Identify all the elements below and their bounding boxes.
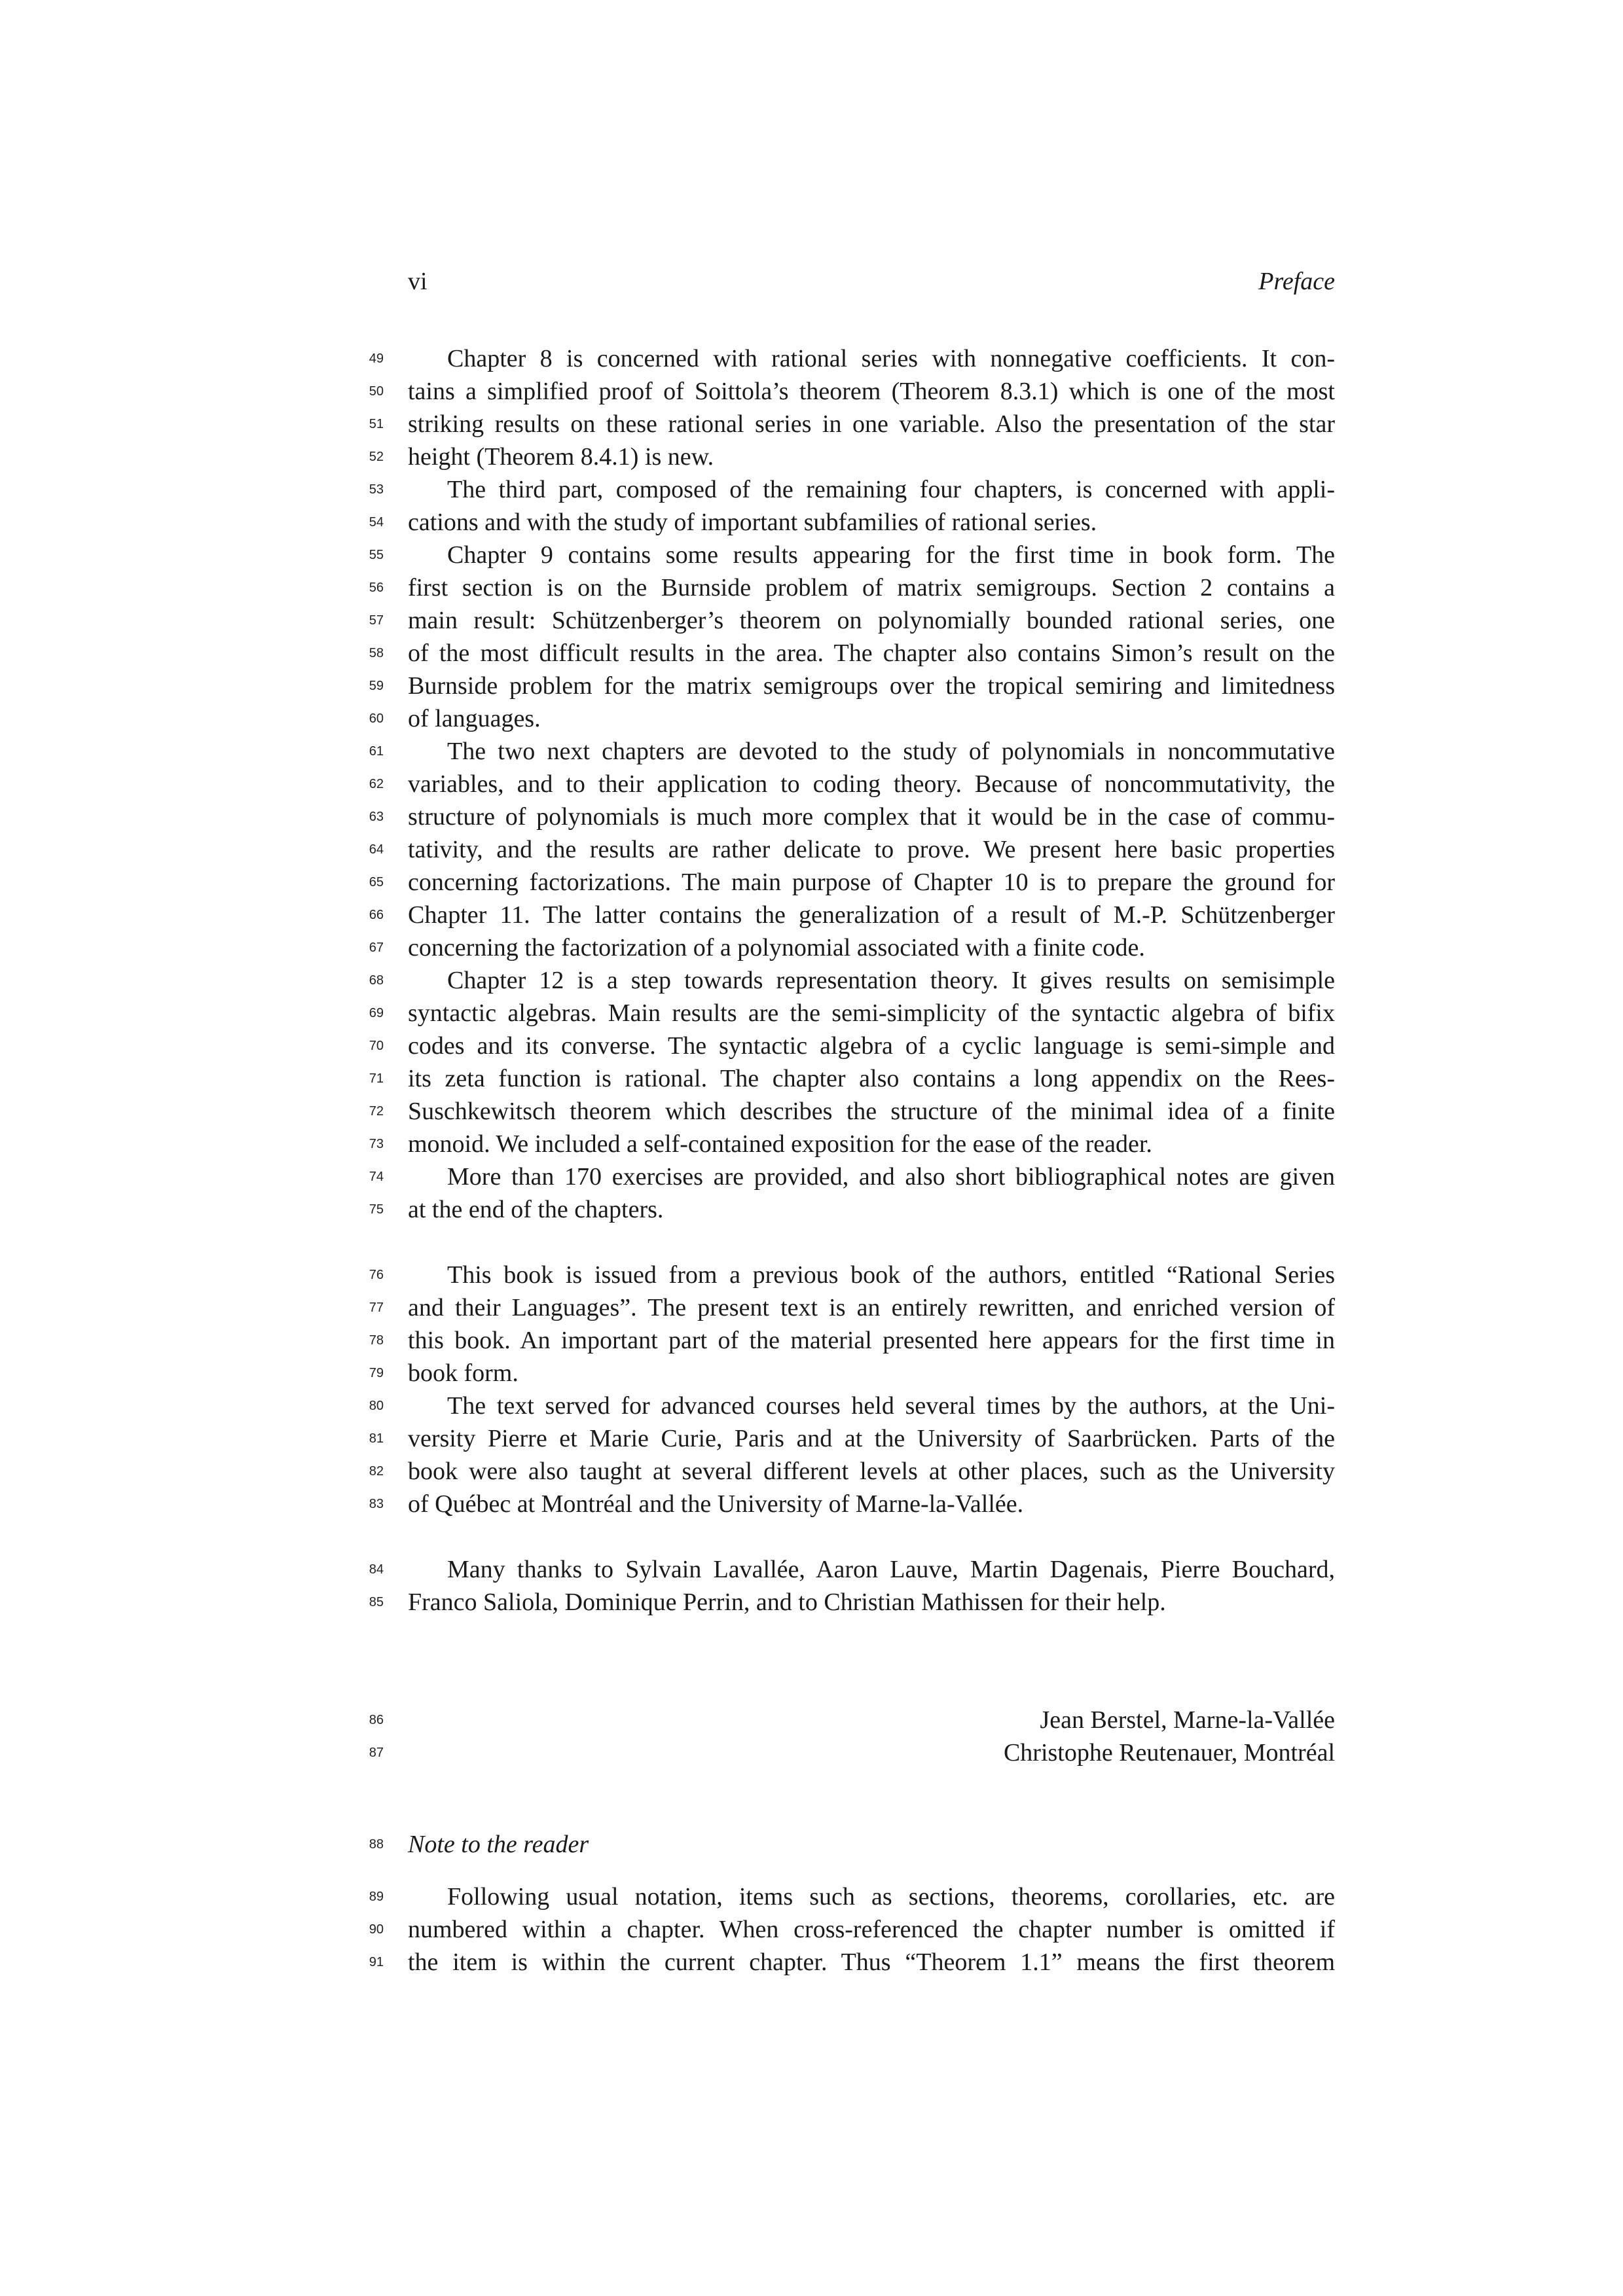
text-line xyxy=(0,1095,1623,1128)
line-text: numbered within a chapter. When cross-referenced the chapter number is omitted if xyxy=(408,1916,1335,1943)
line-text: concerning factorizations. The main purpose of Chapter 10 is to prepare the ground for xyxy=(408,869,1335,896)
line-text: tains a simplified proof of Soittola’s theorem (Theorem 8.3.1) which is one of the most xyxy=(408,378,1335,405)
line-number: 54 xyxy=(369,515,384,529)
text-line xyxy=(0,866,1623,899)
line-number: 70 xyxy=(369,1039,384,1053)
text-line xyxy=(0,1553,1623,1586)
line-number: 90 xyxy=(369,1922,384,1937)
text-line xyxy=(0,440,1623,473)
line-number: 60 xyxy=(369,711,384,726)
text-line xyxy=(0,1736,1623,1769)
line-text: Chapter 11. The latter contains the generalization of a result of M.-P. Schützenberger xyxy=(408,901,1335,929)
line-text: main result: Schützenberger’s theorem on polynomially bounded rational series, one xyxy=(408,607,1335,634)
text-line xyxy=(0,1030,1623,1062)
line-text: structure of polynomials is much more complex that it would be in the case of commu- xyxy=(408,803,1335,831)
line-number: 61 xyxy=(369,744,384,759)
line-number: 64 xyxy=(369,842,384,857)
text-line xyxy=(0,1291,1623,1324)
line-number: 72 xyxy=(369,1104,384,1119)
line-text: Following usual notation, items such as sections, theorems, corollaries, etc. are xyxy=(447,1883,1335,1910)
line-text: this book. An important part of the material presented here appears for the first time in xyxy=(408,1327,1335,1354)
text-line xyxy=(0,1062,1623,1095)
text-line xyxy=(0,997,1623,1030)
line-text: cations and with the study of important subfamilies of rational series. xyxy=(408,509,1097,536)
line-number: 80 xyxy=(369,1399,384,1413)
line-number: 88 xyxy=(369,1837,384,1852)
line-number: 62 xyxy=(369,777,384,791)
section-heading: Note to the reader xyxy=(408,1831,589,1858)
line-number: 77 xyxy=(369,1300,384,1315)
line-text: and their Languages”. The present text is an entirely rewritten, and enriched version of xyxy=(408,1294,1335,1321)
text-line xyxy=(0,768,1623,800)
line-number: 84 xyxy=(369,1562,384,1577)
text-line xyxy=(0,539,1623,571)
line-number: 53 xyxy=(369,482,384,497)
text-line xyxy=(0,1259,1623,1291)
line-number: 51 xyxy=(369,417,384,431)
text-line xyxy=(0,1880,1623,1913)
line-text: The two next chapters are devoted to the study of polynomials in noncommutative xyxy=(447,738,1335,765)
line-number: 57 xyxy=(369,613,384,628)
line-text: Suschkewitsch theorem which describes the structure of the minimal idea of a finite xyxy=(408,1098,1335,1125)
line-number: 83 xyxy=(369,1497,384,1511)
line-text: its zeta function is rational. The chapter also contains a long appendix on the Rees- xyxy=(408,1065,1335,1092)
page-header xyxy=(408,262,1335,301)
line-text: versity Pierre et Marie Curie, Paris and at the University of Saarbrücken. Parts of the xyxy=(408,1425,1335,1452)
text-line xyxy=(0,1913,1623,1946)
line-number: 69 xyxy=(369,1006,384,1020)
line-text: at the end of the chapters. xyxy=(408,1196,664,1223)
line-number: 87 xyxy=(369,1746,384,1760)
text-line xyxy=(0,506,1623,539)
text-line xyxy=(0,1828,1623,1861)
line-text: of languages. xyxy=(408,705,541,732)
line-number: 65 xyxy=(369,875,384,889)
line-number: 49 xyxy=(369,351,384,366)
text-line xyxy=(0,473,1623,506)
line-number: 81 xyxy=(369,1431,384,1446)
line-text: variables, and to their application to coding theory. Because of noncommutativity, the xyxy=(408,770,1335,798)
line-text: Burnside problem for the matrix semigroups over the tropical semiring and limitedness xyxy=(408,672,1335,700)
text-line xyxy=(0,800,1623,833)
line-number: 86 xyxy=(369,1713,384,1727)
line-text: Chapter 9 contains some results appearing for the first time in book form. The xyxy=(447,541,1335,569)
line-text: This book is issued from a previous book of the authors, entitled “Rational Series xyxy=(447,1261,1335,1289)
text-line xyxy=(0,1488,1623,1520)
line-text: tativity, and the results are rather delicate to prove. We present here basic properties xyxy=(408,836,1335,863)
text-line xyxy=(0,931,1623,964)
signature-line: Christophe Reutenauer, Montréal xyxy=(1003,1739,1335,1767)
text-line xyxy=(0,342,1623,375)
text-line xyxy=(0,604,1623,637)
line-text: Franco Saliola, Dominique Perrin, and to Christian Mathissen for their help. xyxy=(408,1588,1166,1616)
text-line xyxy=(0,1390,1623,1422)
line-number: 71 xyxy=(369,1071,384,1086)
line-text: codes and its converse. The syntactic algebra of a cyclic language is semi-simple and xyxy=(408,1032,1335,1060)
line-text: The third part, composed of the remaining four chapters, is concerned with appli- xyxy=(447,476,1335,503)
line-text: syntactic algebras. Main results are the semi-simplicity of the syntactic algebra of bifix xyxy=(408,999,1335,1027)
line-text: More than 170 exercises are provided, and also short bibliographical notes are given xyxy=(447,1163,1335,1191)
line-number: 50 xyxy=(369,384,384,399)
line-text: book were also taught at several different levels at other places, such as the University xyxy=(408,1458,1335,1485)
text-line xyxy=(0,1455,1623,1488)
text-line xyxy=(0,702,1623,735)
line-number: 63 xyxy=(369,810,384,824)
line-text: book form. xyxy=(408,1359,519,1387)
line-text: first section is on the Burnside problem of matrix semigroups. Section 2 contains a xyxy=(408,574,1335,601)
line-text: height (Theorem 8.4.1) is new. xyxy=(408,443,714,471)
text-line xyxy=(0,1160,1623,1193)
text-line xyxy=(0,1586,1623,1619)
line-number: 67 xyxy=(369,941,384,955)
line-text: striking results on these rational series in one variable. Also the presentation of the star xyxy=(408,410,1335,438)
running-title: Preface xyxy=(1258,268,1335,295)
line-number: 68 xyxy=(369,973,384,988)
text-line xyxy=(0,1193,1623,1226)
text-line xyxy=(0,571,1623,604)
line-number: 73 xyxy=(369,1137,384,1151)
page-number: vi xyxy=(408,268,428,295)
line-number: 75 xyxy=(369,1202,384,1217)
line-text: monoid. We included a self-contained exposition for the ease of the reader. xyxy=(408,1130,1152,1158)
line-number: 89 xyxy=(369,1890,384,1904)
text-line xyxy=(0,375,1623,408)
line-text: of Québec at Montréal and the University of Marne-la-Vallée. xyxy=(408,1490,1024,1518)
text-line xyxy=(0,735,1623,768)
text-line xyxy=(0,670,1623,702)
line-number: 79 xyxy=(369,1366,384,1380)
line-number: 55 xyxy=(369,548,384,562)
text-line xyxy=(0,1946,1623,1979)
text-line xyxy=(0,1704,1623,1736)
line-number: 78 xyxy=(369,1333,384,1348)
line-number: 91 xyxy=(369,1955,384,1969)
line-number: 59 xyxy=(369,679,384,693)
text-line xyxy=(0,833,1623,866)
line-number: 66 xyxy=(369,908,384,922)
text-line xyxy=(0,1324,1623,1357)
line-text: Chapter 8 is concerned with rational series with nonnegative coefficients. It con- xyxy=(447,345,1335,372)
text-line xyxy=(0,1422,1623,1455)
line-text: of the most difficult results in the area. The chapter also contains Simon’s result on the xyxy=(408,639,1335,667)
text-line xyxy=(0,408,1623,440)
line-text: Many thanks to Sylvain Lavallée, Aaron Lauve, Martin Dagenais, Pierre Bouchard, xyxy=(447,1556,1335,1583)
line-number: 56 xyxy=(369,581,384,595)
line-number: 85 xyxy=(369,1595,384,1609)
text-line xyxy=(0,637,1623,670)
text-line xyxy=(0,1128,1623,1160)
line-text: Chapter 12 is a step towards representation theory. It gives results on semisimple xyxy=(447,967,1335,994)
line-number: 76 xyxy=(369,1268,384,1282)
line-number: 82 xyxy=(369,1464,384,1479)
line-text: the item is within the current chapter. Thus “Theorem 1.1” means the first theorem xyxy=(408,1948,1335,1976)
line-text: The text served for advanced courses held several times by the authors, at the Uni- xyxy=(447,1392,1335,1420)
text-line xyxy=(0,899,1623,931)
line-number: 58 xyxy=(369,646,384,660)
line-number: 52 xyxy=(369,450,384,464)
line-number: 74 xyxy=(369,1170,384,1184)
text-line xyxy=(0,964,1623,997)
line-text: concerning the factorization of a polynomial associated with a finite code. xyxy=(408,934,1145,961)
text-line xyxy=(0,1357,1623,1390)
signature-line: Jean Berstel, Marne-la-Vallée xyxy=(1040,1706,1335,1734)
